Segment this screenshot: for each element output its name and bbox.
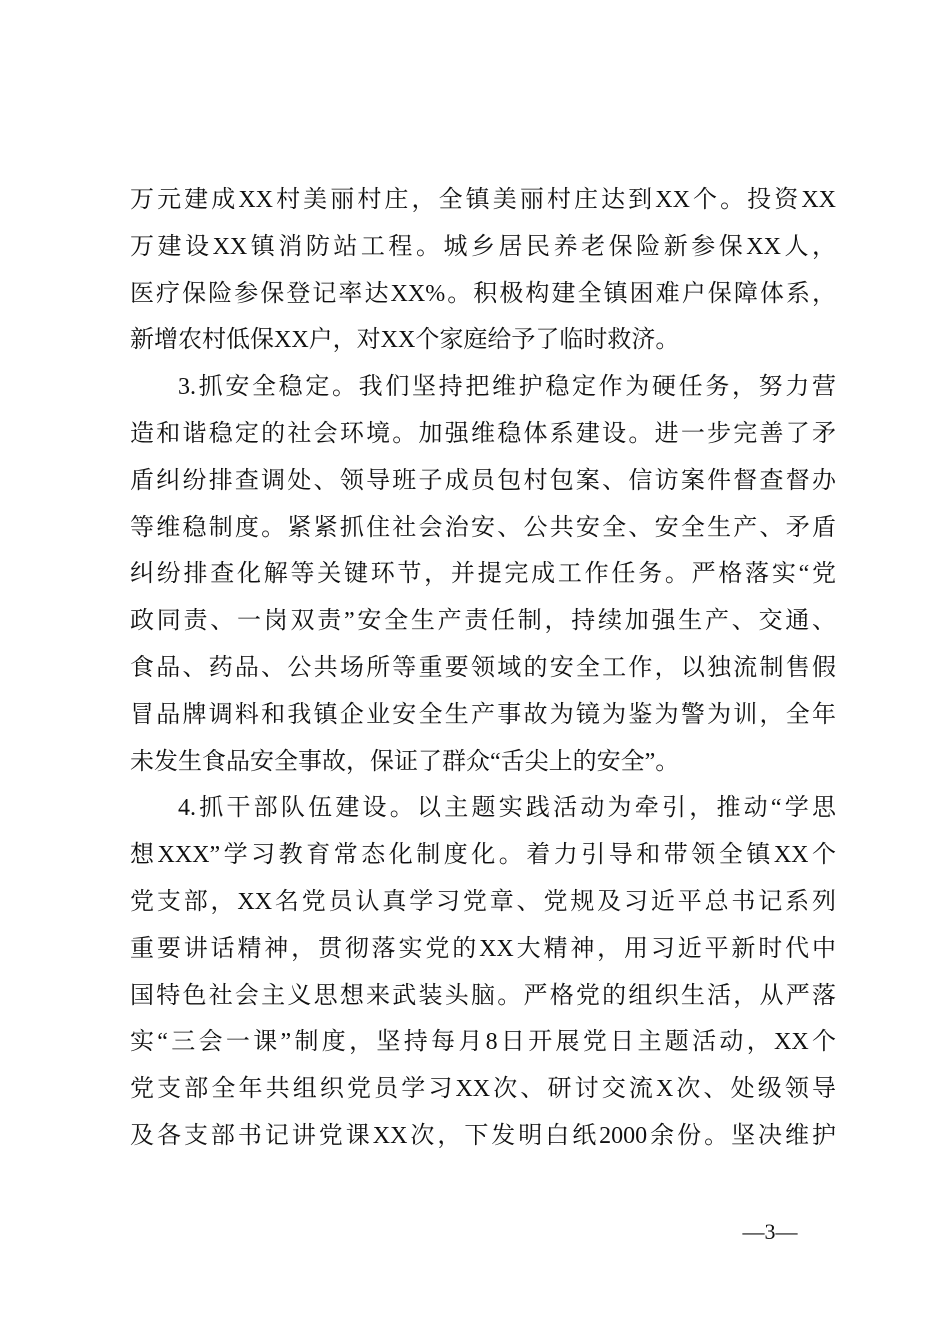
- text-line: 及各支部书记讲党课XX次，下发明白纸2000余份。坚决维护: [130, 1122, 836, 1149]
- text-line: 国特色社会主义思想来武装头脑。严格党的组织生活，从严落: [130, 982, 836, 1009]
- text-line: 冒品牌调料和我镇企业安全生产事故为镜为鉴为警为训，全年: [130, 701, 836, 728]
- text-line: 食品、药品、公共场所等重要领域的安全工作，以独流制售假: [130, 654, 836, 681]
- text-line: 政同责、一岗双责”安全生产责任制，持续加强生产、交通、: [130, 608, 836, 635]
- text-line: 等维稳制度。紧紧抓住社会治安、公共安全、安全生产、矛盾: [130, 514, 836, 541]
- text-line: 重要讲话精神，贯彻落实党的XX大精神，用习近平新时代中: [130, 935, 836, 962]
- text-line: 新增农村低保XX户，对XX个家庭给予了临时救济。: [130, 327, 680, 354]
- text-line: 3.抓安全稳定。我们坚持把维护稳定作为硬任务，努力营: [178, 374, 836, 401]
- paragraph: [130, 177, 836, 364]
- paragraph: [130, 364, 836, 785]
- page-number: —3—: [742, 1219, 798, 1244]
- text-line: 党支部，XX名党员认真学习党章、党规及习近平总书记系列: [130, 888, 836, 915]
- text-line: 万建设XX镇消防站工程。城乡居民养老保险新参保XX人，: [130, 233, 836, 260]
- text-line: 万元建成XX村美丽村庄，全镇美丽村庄达到XX个。投资XX: [130, 187, 836, 213]
- text-line: 想XXX”学习教育常态化制度化。着力引导和带领全镇XX个: [130, 842, 836, 869]
- text-line: 党支部全年共组织党员学习XX次、研讨交流X次、处级领导: [130, 1076, 836, 1103]
- text-line: 实“三会一课”制度，坚持每月8日开展党日主题活动，XX个: [130, 1029, 836, 1056]
- text-line: 未发生食品安全事故，保证了群众“舌尖上的安全”。: [130, 748, 680, 775]
- text-line: 4.抓干部队伍建设。以主题实践活动为牵引，推动“学思: [178, 795, 836, 822]
- text-line: 医疗保险参保登记率达XX%。积极构建全镇困难户保障体系，: [130, 280, 836, 307]
- text-line: 造和谐稳定的社会环境。加强维稳体系建设。进一步完善了矛: [130, 420, 836, 447]
- document-body: [130, 177, 836, 1160]
- text-line: 纠纷排查化解等关键环节，并提完成工作任务。严格落实“党: [130, 561, 836, 588]
- paragraph: [130, 785, 836, 1159]
- text-line: 盾纠纷排查调处、领导班子成员包村包案、信访案件督查督办: [130, 467, 836, 494]
